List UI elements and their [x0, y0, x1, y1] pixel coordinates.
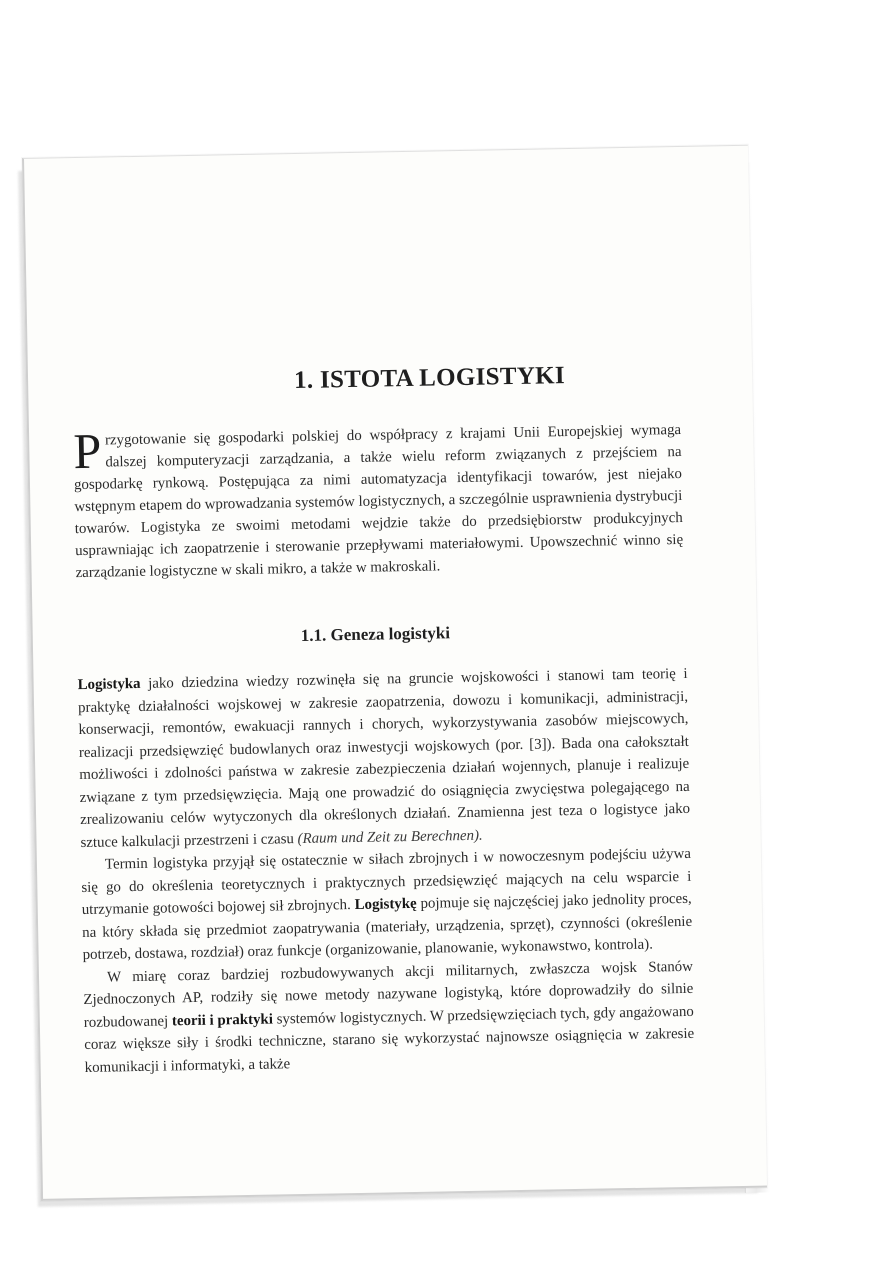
section-body: [77, 663, 694, 1079]
latin-phrase: (Raum und Zeit zu Berechnen).: [297, 827, 483, 847]
term-logistyka: Logistyka: [77, 675, 141, 694]
paragraph-3: [83, 955, 695, 1079]
document-page: [22, 145, 767, 1201]
paragraph-2-text: Termin logistyka przyjął się ostatecznie w siłach zbrojnych i w nowoczesnym podejściu używa się go do określenia teoretycznych i praktycznych przedsięwzięć mających na celu wsparcie i utrzymanie gotowości bojowej sił zbrojnych.: [81, 845, 692, 919]
term-teorii-praktyki: teorii i praktyki: [171, 1011, 274, 1029]
term-logistyke: Logistykę: [354, 895, 417, 914]
chapter-title: 1. ISTOTA LOGISTYKI: [293, 362, 566, 395]
intro-text: rzygotowanie się gospodarki polskiej do współpracy z krajami Unii Europejskiej wymaga dalszej komputeryzacji zarządzania, a także wielu reform związanych z przejściem na gospodarkę rynkową. Postępująca za nimi automatyzacja identyfikacji towarów, jest niejako wstępnym etapem do wprowadzania systemów logistycznych, a szczególnie usprawnienia dystrybucji towarów. Logistyka ze swoimi metodami wejdzie także do przedsiębiorstw produkcyjnych usprawniając ich zaopatrzenie i sterowanie przepływami materiałowymi. Upowszechnić winno się zarządzanie logistyczne w skali mikro, a także w makroskali.: [73, 421, 684, 582]
paragraph-3-text: W miarę coraz bardziej rozbudowywanych akcji militarnych, zwłaszcza wojsk Stanów Zjednoczonych AP, rodziły się nowe metody nazywane logistyką, które doprowadziły do silnie rozbudowanej: [83, 958, 694, 1031]
paragraph-3-rest: systemów logistycznych. W przedsięwzięciach tych, gdy angażowano coraz większe siły i środki techniczne, starano się wykorzystać najnowsze osiągnięcia w zakresie komunikacji i informatyki, a także: [84, 1003, 695, 1076]
drop-cap: P: [72, 422, 102, 480]
page-content: [69, 195, 695, 1076]
paragraph-2-rest: pojmuje się najczęściej jako jednolity proces, na który składa się przedmiot zaopatrywania (materiały, urządzenia, sprzęt), czynności (określenie potrzeb, dostawa, rozdział) oraz funkcje (organizowanie, planowanie, wykonawstwo, kontrola).: [82, 890, 693, 964]
paragraph-2: [81, 843, 693, 967]
paragraph-1: [77, 663, 690, 854]
chapter-intro: [73, 419, 684, 584]
paragraph-1-text: jako dziedzina wiedzy rozwinęła się na gruncie wojskowości i stanowi tam teorię i praktykę działalności wojskowej w zakresie zaopatrzenia, dowozu i komunikacji, administracji, konserwacji, remontów, ewakuacji rannych i chorych, wykorzystywania zasobów miejscowych, realizacji przedsięwzięć budowlanych oraz inwestycji wojskowych (por. [3]). Bada ona całokształt możliwości i zdolności państwa w zakresie zabezpieczenia działań wojennych, planuje i realizuje związane z tym przedsięwzięcia. Mają one prowadzić do osiągnięcia zwycięstwa polegającego na zrealizowaniu celów wytyczonych dla określonych działań. Znamienna jest teza o logistyce jako sztuce kalkulacji przestrzeni i czasu: [77, 665, 691, 851]
section-title: 1.1. Geneza logistyki: [300, 623, 451, 645]
